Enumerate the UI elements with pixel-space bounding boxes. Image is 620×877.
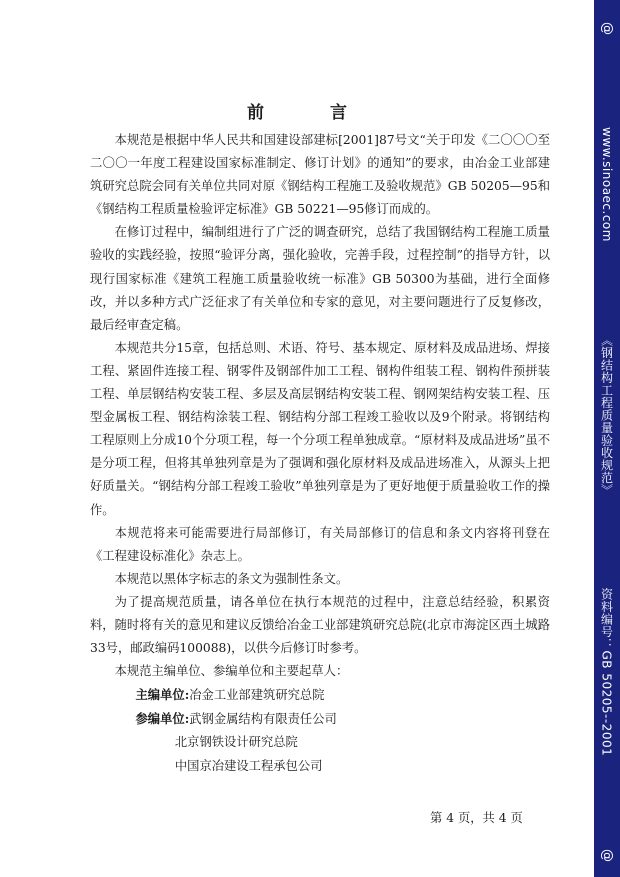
side-banner [594,0,620,877]
paragraph-3: 本规范共分15章，包括总则、术语、符号、基本规定、原材料及成品进场、焊接工程、紧固件连接工程、钢零件及钢部件加工工程、钢构件组装工程、钢构件预拼装工程、单层钢结构安装工程、多层及高层钢结构安装工程、钢网架结构安装工程、压型金属板工程、钢结构涂装工程、钢结构分部工程竣工验收以及9个附录。将钢结构工程原则上分成10个分项工程，每一个分项工程单独成章。“原材料及成品进场”虽不是分项工程，但将其单独列章是为了强调和强化原材料及成品进场准入，从源头上把好质量关。“钢结构分部工程竣工验收”单独列章是为了更好地便于质量验收工作的操作。 [90,340,550,517]
participant-unit-row: 北京钢铁设计研究总院 [174,735,298,750]
paragraph-7: 本规范主编单位、参编单位和主要起草人： [114,664,349,679]
participant-unit-row: 中国京冶建设工程承包公司 [174,758,323,773]
doc-code: 资料编号：GB 50205--2001 [599,588,614,757]
page-title: 前 言 [247,103,377,123]
chief-unit-label: 主编单位: [135,687,190,703]
paragraph-1: 本规范是根据中华人民共和国建设部建标[2001]87号文“关于印发《二〇〇〇至二〇〇一年度工程建设国家标准制定、修订计划》的通知”的要求，由冶金工业部建筑研究总院会同有关单位共同对原《钢结构工程施工及验收规范》GB 50205—95和《钢结构工程质量检验评定标准》GB 50221—95修订而成的。 [90,133,550,217]
side-banner-text [594,22,620,862]
paragraph-5: 本规范以黑体字标志的条文为强制性条文。 [114,571,349,586]
at-symbol-bottom: @ [599,848,615,862]
participant-unit-label: 参编单位: [135,711,190,727]
doc-title: 《钢结构工程质量验收规范》 [599,334,614,497]
page-number: 第 4 页，共 4 页 [430,811,523,825]
chief-unit-name: 冶金工业部建筑研究总院 [189,688,325,703]
body-text [90,129,550,778]
paragraph-4: 本规范将来可能需要进行局部修订，有关局部修订的信息和条文内容将刊登在《工程建设标准化》杂志上。 [90,525,550,563]
paragraph-6: 为了提高规范质量，请各单位在执行本规范的过程中，注意总结经验，积累资料，随时将有关的意见和建议反馈给冶金工业部建筑研究总院(北京市海淀区西土城路33号，邮政编码100088)，以供今后修订时参考。 [90,594,550,656]
website-link[interactable]: www.sinoaec.com [600,127,614,243]
at-symbol-top: @ [599,22,615,36]
chief-unit-row [90,683,550,707]
participant-unit-row [90,707,550,731]
paragraph-2: 在修订过程中，编制组进行了广泛的调查研究，总结了我国钢结构工程施工质量验收的实践经验，按照“验评分离，强化验收，完善手段，过程控制”的指导方针，以现行国家标准《建筑工程施工质量验收统一标准》GB 50300为基础，进行全面修改，并以多种方式广泛征求了有关单位和专家的意见，对主要问题进行了反复修改，最后经审查定稿。 [90,225,550,332]
participant-unit-name: 武钢金属结构有限责任公司 [189,712,337,727]
